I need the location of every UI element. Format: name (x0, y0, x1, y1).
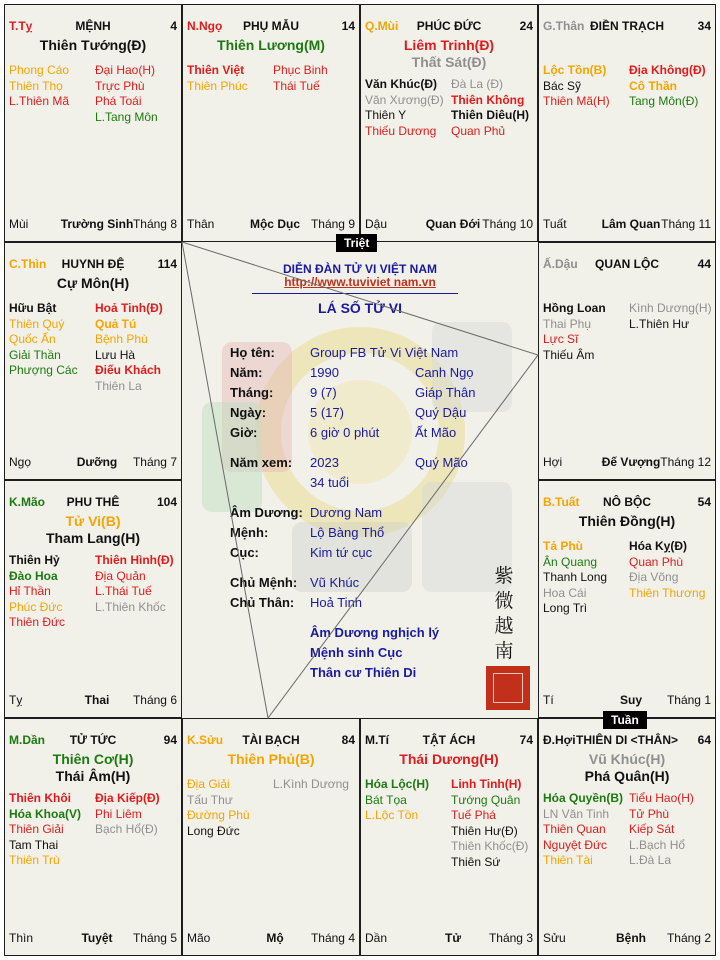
palace-footer (543, 693, 711, 707)
tieu-han-chi: Tuất (543, 217, 567, 231)
tieu-han-chi: Thân (187, 217, 215, 231)
palace-mao (4, 480, 182, 718)
minor-star: Trực Phù (95, 78, 145, 93)
trang-sinh: Dưỡng (76, 455, 118, 469)
title-divider (252, 293, 458, 294)
tieu-han-chi: Thìn (9, 931, 34, 945)
major-stars (5, 275, 181, 292)
trang-sinh: Suy (619, 693, 642, 707)
minor-star: Thiên Quan (543, 822, 606, 837)
info-value: 2023 (310, 455, 339, 470)
stars-column-right (273, 63, 328, 94)
stars-column-right (629, 301, 712, 332)
palace-dai-van-number: 84 (341, 733, 355, 747)
palace-can-chi: Ấ.Dậu (543, 257, 578, 271)
minor-star: Tả Phù (543, 539, 584, 553)
palace-dai-van-number: 104 (156, 495, 177, 509)
minor-star: Lộc Tồn(B) (543, 63, 607, 77)
tieu-han-chi: Tỵ (9, 693, 23, 707)
minor-star: Bác Sỹ (543, 78, 582, 93)
palace-can-chi: K.Mão (9, 495, 45, 509)
info-value: 34 tuổi (310, 475, 350, 490)
minor-star: Bạch Hổ(Đ) (95, 822, 158, 837)
nguyet-han: Tháng 8 (132, 217, 177, 231)
trang-sinh: Thai (84, 693, 110, 707)
minor-star: Đại Hao(H) (95, 63, 156, 77)
minor-star: Cô Thần (629, 78, 677, 93)
stars-column-right (95, 301, 163, 395)
minor-star: Thiên Thọ (9, 78, 63, 93)
palace-name: NÔ BỘC (603, 495, 651, 509)
minor-star: Văn Khúc(Đ) (365, 77, 437, 91)
info-value: 9 (7) (310, 385, 337, 400)
palace-footer (9, 455, 177, 469)
palace-can-chi: C.Thìn (9, 257, 47, 271)
minor-star: Hóa Quyền(B) (543, 791, 624, 805)
palace-header (9, 733, 177, 749)
minor-star: L.Tang Môn (95, 109, 158, 124)
nguyet-han: Tháng 6 (132, 693, 177, 707)
tieu-han-chi: Tí (543, 693, 554, 707)
chart-note: Mệnh sinh Cục (310, 645, 403, 660)
stars-column-left (9, 791, 81, 869)
palace-can-chi: K.Sửu (187, 733, 224, 747)
nguyet-han: Tháng 12 (660, 455, 711, 469)
minor-star: Thiên Phúc (187, 78, 248, 93)
cjk-character: 微 (494, 590, 514, 612)
nguyet-han: Tháng 10 (482, 217, 533, 231)
palace-header (365, 733, 533, 749)
stars-column-left (365, 77, 444, 139)
tieu-han-chi: Mão (187, 931, 211, 945)
palace-header (187, 19, 355, 35)
palace-mui (360, 4, 538, 242)
major-star: Tử Vi(B) (65, 513, 121, 529)
major-stars (361, 751, 537, 768)
palace-dai-van-number: 34 (697, 19, 711, 33)
major-stars (183, 37, 359, 54)
trang-sinh: Đế Vượng (601, 455, 661, 469)
palace-dau (538, 242, 716, 480)
minor-star: Tuế Phá (451, 808, 496, 823)
stars-column-right (451, 777, 528, 871)
palace-can-chi: T.Tỵ (9, 19, 33, 33)
info-value: Group FB Tử Vi Việt Nam (310, 345, 459, 360)
minor-star: Ân Quang (543, 554, 598, 569)
minor-star: Quan Phù (629, 554, 684, 569)
stars-column-left (543, 301, 606, 363)
minor-star: L.Thiên Mã (9, 94, 70, 109)
minor-star: Thiên Mã(H) (543, 94, 610, 109)
minor-star: Thiên Đức (9, 615, 66, 630)
palace-header (9, 495, 177, 511)
chart-title: LÁ SỐ TỬ VI (318, 300, 402, 316)
minor-star: Phi Liêm (95, 806, 142, 821)
minor-star: Tướng Quân (451, 792, 521, 807)
minor-star: LN Văn Tinh (543, 806, 610, 821)
stars-column-left (365, 777, 429, 824)
minor-star: Thiên Khốc(Đ) (451, 839, 529, 854)
palace-header (365, 19, 533, 35)
palace-hoi (538, 718, 716, 956)
minor-star: L.Đà La (629, 853, 672, 868)
palace-can-chi: B.Tuất (543, 495, 580, 509)
info-label: Tháng: (230, 385, 274, 400)
minor-star: Tam Thai (9, 837, 59, 852)
major-stars (5, 751, 181, 785)
palace-ngo (182, 4, 360, 242)
minor-star: Thanh Long (543, 570, 608, 585)
info-value: 6 giờ 0 phút (310, 425, 380, 440)
minor-star: L.Bạch Hổ (629, 837, 686, 852)
nguyet-han: Tháng 1 (666, 693, 711, 707)
palace-dai-van-number: 54 (697, 495, 711, 509)
stars-column-right (95, 553, 174, 615)
minor-star: Phượng Các (9, 363, 78, 378)
info-label: Ngày: (230, 405, 267, 420)
palace-header (543, 495, 711, 511)
major-star: Tham Lang(H) (45, 530, 141, 546)
minor-star: Quả Tú (95, 316, 137, 331)
palace-footer (543, 217, 711, 231)
palace-name: PHỤ MẪU (243, 19, 299, 33)
minor-star: Kiếp Sát (629, 822, 675, 837)
minor-star: Long Trì (543, 601, 588, 616)
minor-star: Thiếu Âm (543, 347, 595, 362)
minor-star: L.Kình Dương (273, 777, 349, 791)
minor-star: Hoa Cái (543, 585, 587, 600)
minor-star: Quốc Ấn (9, 332, 56, 347)
trang-sinh: Tuyệt (81, 931, 113, 945)
tieu-han-chi: Ngọ (9, 455, 32, 469)
major-stars (183, 751, 359, 768)
palace-footer (543, 455, 711, 469)
minor-star: Đường Phù (187, 808, 250, 823)
info-value-can-chi: Ất Mão (415, 425, 457, 440)
palace-name: THIÊN DI <THÂN> (575, 733, 678, 747)
stars-column-left (543, 63, 610, 110)
chart-note: Âm Dương nghịch lý (310, 625, 440, 640)
palace-header (543, 733, 711, 749)
major-star: Liêm Trinh(Đ) (403, 37, 495, 53)
stars-column-right (629, 791, 694, 869)
palace-footer (9, 693, 177, 707)
palace-can-chi: M.Tí (365, 733, 389, 747)
minor-star: Địa Quản (95, 568, 146, 583)
palace-ti (360, 718, 538, 956)
major-star: Cự Môn(H) (56, 275, 130, 291)
minor-star: L.Thiên Khốc (95, 599, 166, 614)
red-seal-stamp (486, 666, 530, 710)
tieu-han-chi: Dần (365, 931, 388, 945)
palace-dai-van-number: 94 (163, 733, 177, 747)
trang-sinh: Tử (444, 931, 462, 945)
minor-star: Hỉ Thần (9, 584, 51, 599)
trang-sinh: Mộc Dục (249, 217, 300, 231)
minor-star: Hữu Bật (9, 301, 57, 315)
chart-center-panel (182, 242, 538, 718)
stars-column-left (9, 553, 65, 631)
triet-marker: Triệt (336, 234, 377, 252)
stars-column-right (95, 791, 160, 838)
major-star: Thiên Phủ(B) (227, 751, 315, 767)
minor-star: Thiên La (95, 378, 142, 393)
palace-suu (182, 718, 360, 956)
palace-can-chi: Đ.Hợi (543, 733, 576, 747)
palace-tuat (538, 480, 716, 718)
palace-dai-van-number: 74 (519, 733, 533, 747)
trang-sinh: Lâm Quan (601, 217, 661, 231)
info-label: Giờ: (230, 425, 258, 440)
palace-ty (4, 4, 182, 242)
minor-star: Văn Xương(Đ) (365, 92, 444, 107)
minor-star: Hóa Khoa(V) (9, 806, 81, 821)
minor-star: L.Lộc Tồn (365, 808, 419, 823)
palace-dai-van-number: 24 (519, 19, 533, 33)
minor-star: Giải Thần (9, 347, 61, 362)
info-label: Năm xem: (230, 455, 293, 470)
palace-footer (9, 931, 177, 945)
minor-star: Thiên Tài (543, 853, 593, 868)
forum-url: http://www.tuviviet nam.vn (284, 275, 436, 289)
minor-star: Lưu Hà (95, 347, 136, 362)
cjk-character: 紫 (494, 565, 514, 587)
minor-star: Thai Phụ (543, 316, 592, 331)
minor-star: Thiên Thương (629, 585, 706, 600)
minor-star: Thiên Hình(Đ) (95, 553, 174, 567)
chart-note: Thân cư Thiên Di (310, 665, 417, 680)
palace-header (543, 19, 711, 35)
info-value: 5 (17) (310, 405, 344, 420)
info-value-can-chi: Canh Ngọ (415, 365, 474, 380)
minor-star: Bát Tọa (365, 792, 407, 807)
palace-dai-van-number: 114 (157, 257, 177, 271)
tieu-han-chi: Hợi (543, 455, 563, 469)
minor-star: Phục Binh (273, 63, 328, 77)
major-star: Thất Sát(Đ) (411, 54, 487, 70)
tieu-han-chi: Sửu (543, 931, 566, 945)
minor-star: Hóa Kỵ(Đ) (629, 539, 688, 553)
palace-name: MỆNH (75, 19, 111, 33)
minor-star: Linh Tinh(H) (451, 777, 522, 791)
stars-column-left (9, 301, 78, 379)
palace-footer (9, 217, 177, 231)
info-label: Mệnh: (230, 525, 269, 540)
info-label: Chủ Mệnh: (230, 575, 298, 590)
palace-dai-van-number: 14 (341, 19, 355, 33)
major-stars (539, 751, 715, 785)
minor-star: Long Đức (187, 823, 240, 838)
info-label: Âm Dương: (230, 505, 303, 520)
minor-star: Thiên Y (365, 108, 407, 123)
info-label: Họ tên: (230, 345, 275, 360)
trang-sinh: Quan Đới (425, 217, 481, 231)
cjk-character: 南 (494, 640, 514, 662)
major-star: Thiên Cơ(H) (52, 751, 134, 767)
palace-header (187, 733, 355, 749)
minor-star: Địa Kiếp(Đ) (95, 791, 160, 805)
palace-header (9, 257, 177, 273)
palace-than (538, 4, 716, 242)
palace-footer (365, 217, 533, 231)
palace-dai-van-number: 44 (697, 257, 711, 271)
trang-sinh: Mộ (266, 931, 284, 945)
major-stars (539, 513, 715, 530)
nguyet-han: Tháng 7 (132, 455, 177, 469)
stars-column-left (543, 791, 623, 869)
nguyet-han: Tháng 5 (132, 931, 177, 945)
palace-name: QUAN LỘC (595, 257, 659, 271)
cjk-character: 越 (494, 615, 514, 637)
info-value-can-chi: Quý Dậu (415, 405, 467, 420)
minor-star: Hoả Tinh(Đ) (95, 301, 163, 315)
info-label: Cục: (230, 545, 259, 560)
major-star: Thiên Tướng(Đ) (39, 37, 147, 53)
minor-star: Thiên Hư(Đ) (451, 823, 518, 838)
major-stars (5, 37, 181, 54)
minor-star: Thiên Quý (9, 316, 65, 331)
nguyet-han: Tháng 11 (661, 217, 711, 231)
info-value-can-chi: Quý Mão (415, 455, 468, 470)
palace-name: HUYNH ĐỆ (61, 257, 125, 271)
minor-star: Tang Môn(Đ) (629, 94, 699, 109)
palace-footer (543, 931, 711, 945)
tieu-han-chi: Mùi (9, 217, 29, 231)
minor-star: Điếu Khách (95, 363, 162, 378)
minor-star: Tử Phù (629, 806, 670, 821)
minor-star: Địa Không(Đ) (629, 63, 706, 77)
major-star: Thiên Đồng(H) (578, 513, 676, 529)
info-value: Dương Nam (310, 505, 383, 520)
stars-column-left (187, 777, 250, 839)
palace-footer (187, 217, 355, 231)
palace-can-chi: G.Thân (543, 19, 585, 33)
stars-column-left (543, 539, 607, 617)
major-star: Thái Âm(H) (55, 768, 131, 784)
minor-star: Bệnh Phù (95, 332, 148, 347)
minor-star: Phong Cáo (9, 63, 70, 77)
info-value: Lộ Bàng Thổ (310, 525, 385, 540)
palace-name: TỬ TỨC (69, 733, 117, 747)
forum-name: DIỄN ĐÀN TỬ VI VIỆT NAM (283, 262, 437, 276)
nguyet-han: Tháng 3 (488, 931, 533, 945)
palace-name: PHU THÊ (66, 495, 120, 509)
minor-star: Thiên Giải (9, 822, 64, 837)
minor-star: Thiên Không (451, 92, 525, 107)
major-star: Thiên Lương(M) (217, 37, 325, 53)
major-star: Vũ Khúc(H) (588, 751, 666, 767)
minor-star: Phúc Đức (9, 599, 63, 614)
minor-star: Địa Võng (629, 570, 679, 585)
minor-star: Thiếu Dương (365, 123, 437, 138)
palace-can-chi: N.Ngọ (187, 19, 223, 33)
stars-column-left (187, 63, 248, 94)
major-star: Thái Dương(H) (399, 751, 499, 767)
palace-header (9, 19, 177, 35)
seal-inner-border (493, 673, 523, 703)
minor-star: Thiên Trù (9, 853, 60, 868)
info-value: Kim tứ cục (310, 545, 373, 560)
minor-star: Lực Sĩ (543, 332, 579, 347)
minor-star: L.Thái Tuế (95, 584, 152, 599)
minor-star: Quan Phủ (451, 123, 506, 138)
tieu-han-chi: Dậu (365, 217, 388, 231)
minor-star: Hồng Loan (543, 301, 606, 315)
minor-star: Thiên Hỷ (9, 553, 60, 567)
minor-star: Đà La (Đ) (451, 77, 504, 91)
major-star: Phá Quân(H) (584, 768, 670, 784)
stars-column-right (95, 63, 158, 125)
minor-star: Thái Tuế (273, 78, 320, 93)
palace-dan (4, 718, 182, 956)
major-stars (5, 513, 181, 547)
palace-name: ĐIỀN TRẠCH (590, 19, 664, 33)
minor-star: Hóa Lộc(H) (365, 777, 429, 791)
nguyet-han: Tháng 4 (310, 931, 355, 945)
palace-dai-van-number: 64 (697, 733, 711, 747)
palace-header (543, 257, 711, 273)
info-value: Hoả Tinh (310, 595, 363, 610)
minor-star: Tiểu Hao(H) (629, 791, 694, 805)
tu-vi-viet-nam-calligraphy (492, 564, 516, 664)
major-stars (361, 37, 537, 71)
minor-star: Thiên Diêu(H) (451, 108, 529, 123)
stars-column-right (273, 777, 349, 793)
palace-name: TÀI BẠCH (242, 733, 300, 747)
palace-footer (365, 931, 533, 945)
palace-name: PHÚC ĐỨC (416, 19, 482, 33)
info-value: 1990 (310, 365, 339, 380)
info-value-can-chi: Giáp Thân (415, 385, 476, 400)
palace-can-chi: M.Dần (9, 733, 45, 747)
minor-star: Phá Toái (95, 94, 142, 109)
palace-footer (187, 931, 355, 945)
stars-column-right (451, 77, 529, 139)
nguyet-han: Tháng 9 (310, 217, 355, 231)
minor-star: Địa Giải (187, 777, 230, 791)
palace-dai-van-number: 4 (170, 19, 177, 33)
palace-can-chi: Q.Mùi (365, 19, 399, 33)
palace-thin (4, 242, 182, 480)
minor-star: Thiên Khôi (9, 791, 71, 805)
minor-star: Đào Hoa (9, 568, 58, 583)
palace-name: TẬT ÁCH (422, 733, 476, 747)
tuan-marker: Tuần (603, 711, 647, 729)
info-value: Vũ Khúc (310, 575, 360, 590)
minor-star: Thiên Sứ (451, 854, 501, 869)
minor-star: Thiên Việt (187, 63, 245, 77)
minor-star: Nguyệt Đức (543, 837, 608, 852)
nguyet-han: Tháng 2 (666, 931, 711, 945)
minor-star: Tấu Thư (187, 792, 233, 807)
info-label: Năm: (230, 365, 263, 380)
stars-column-right (629, 539, 705, 601)
stars-column-left (9, 63, 69, 110)
trang-sinh: Trường Sinh (60, 217, 134, 231)
info-label: Chủ Thân: (230, 595, 295, 610)
minor-star: L.Thiên Hư (629, 316, 690, 331)
stars-column-right (629, 63, 706, 110)
trang-sinh: Bệnh (616, 931, 646, 945)
minor-star: Kình Dương(H) (629, 301, 712, 315)
